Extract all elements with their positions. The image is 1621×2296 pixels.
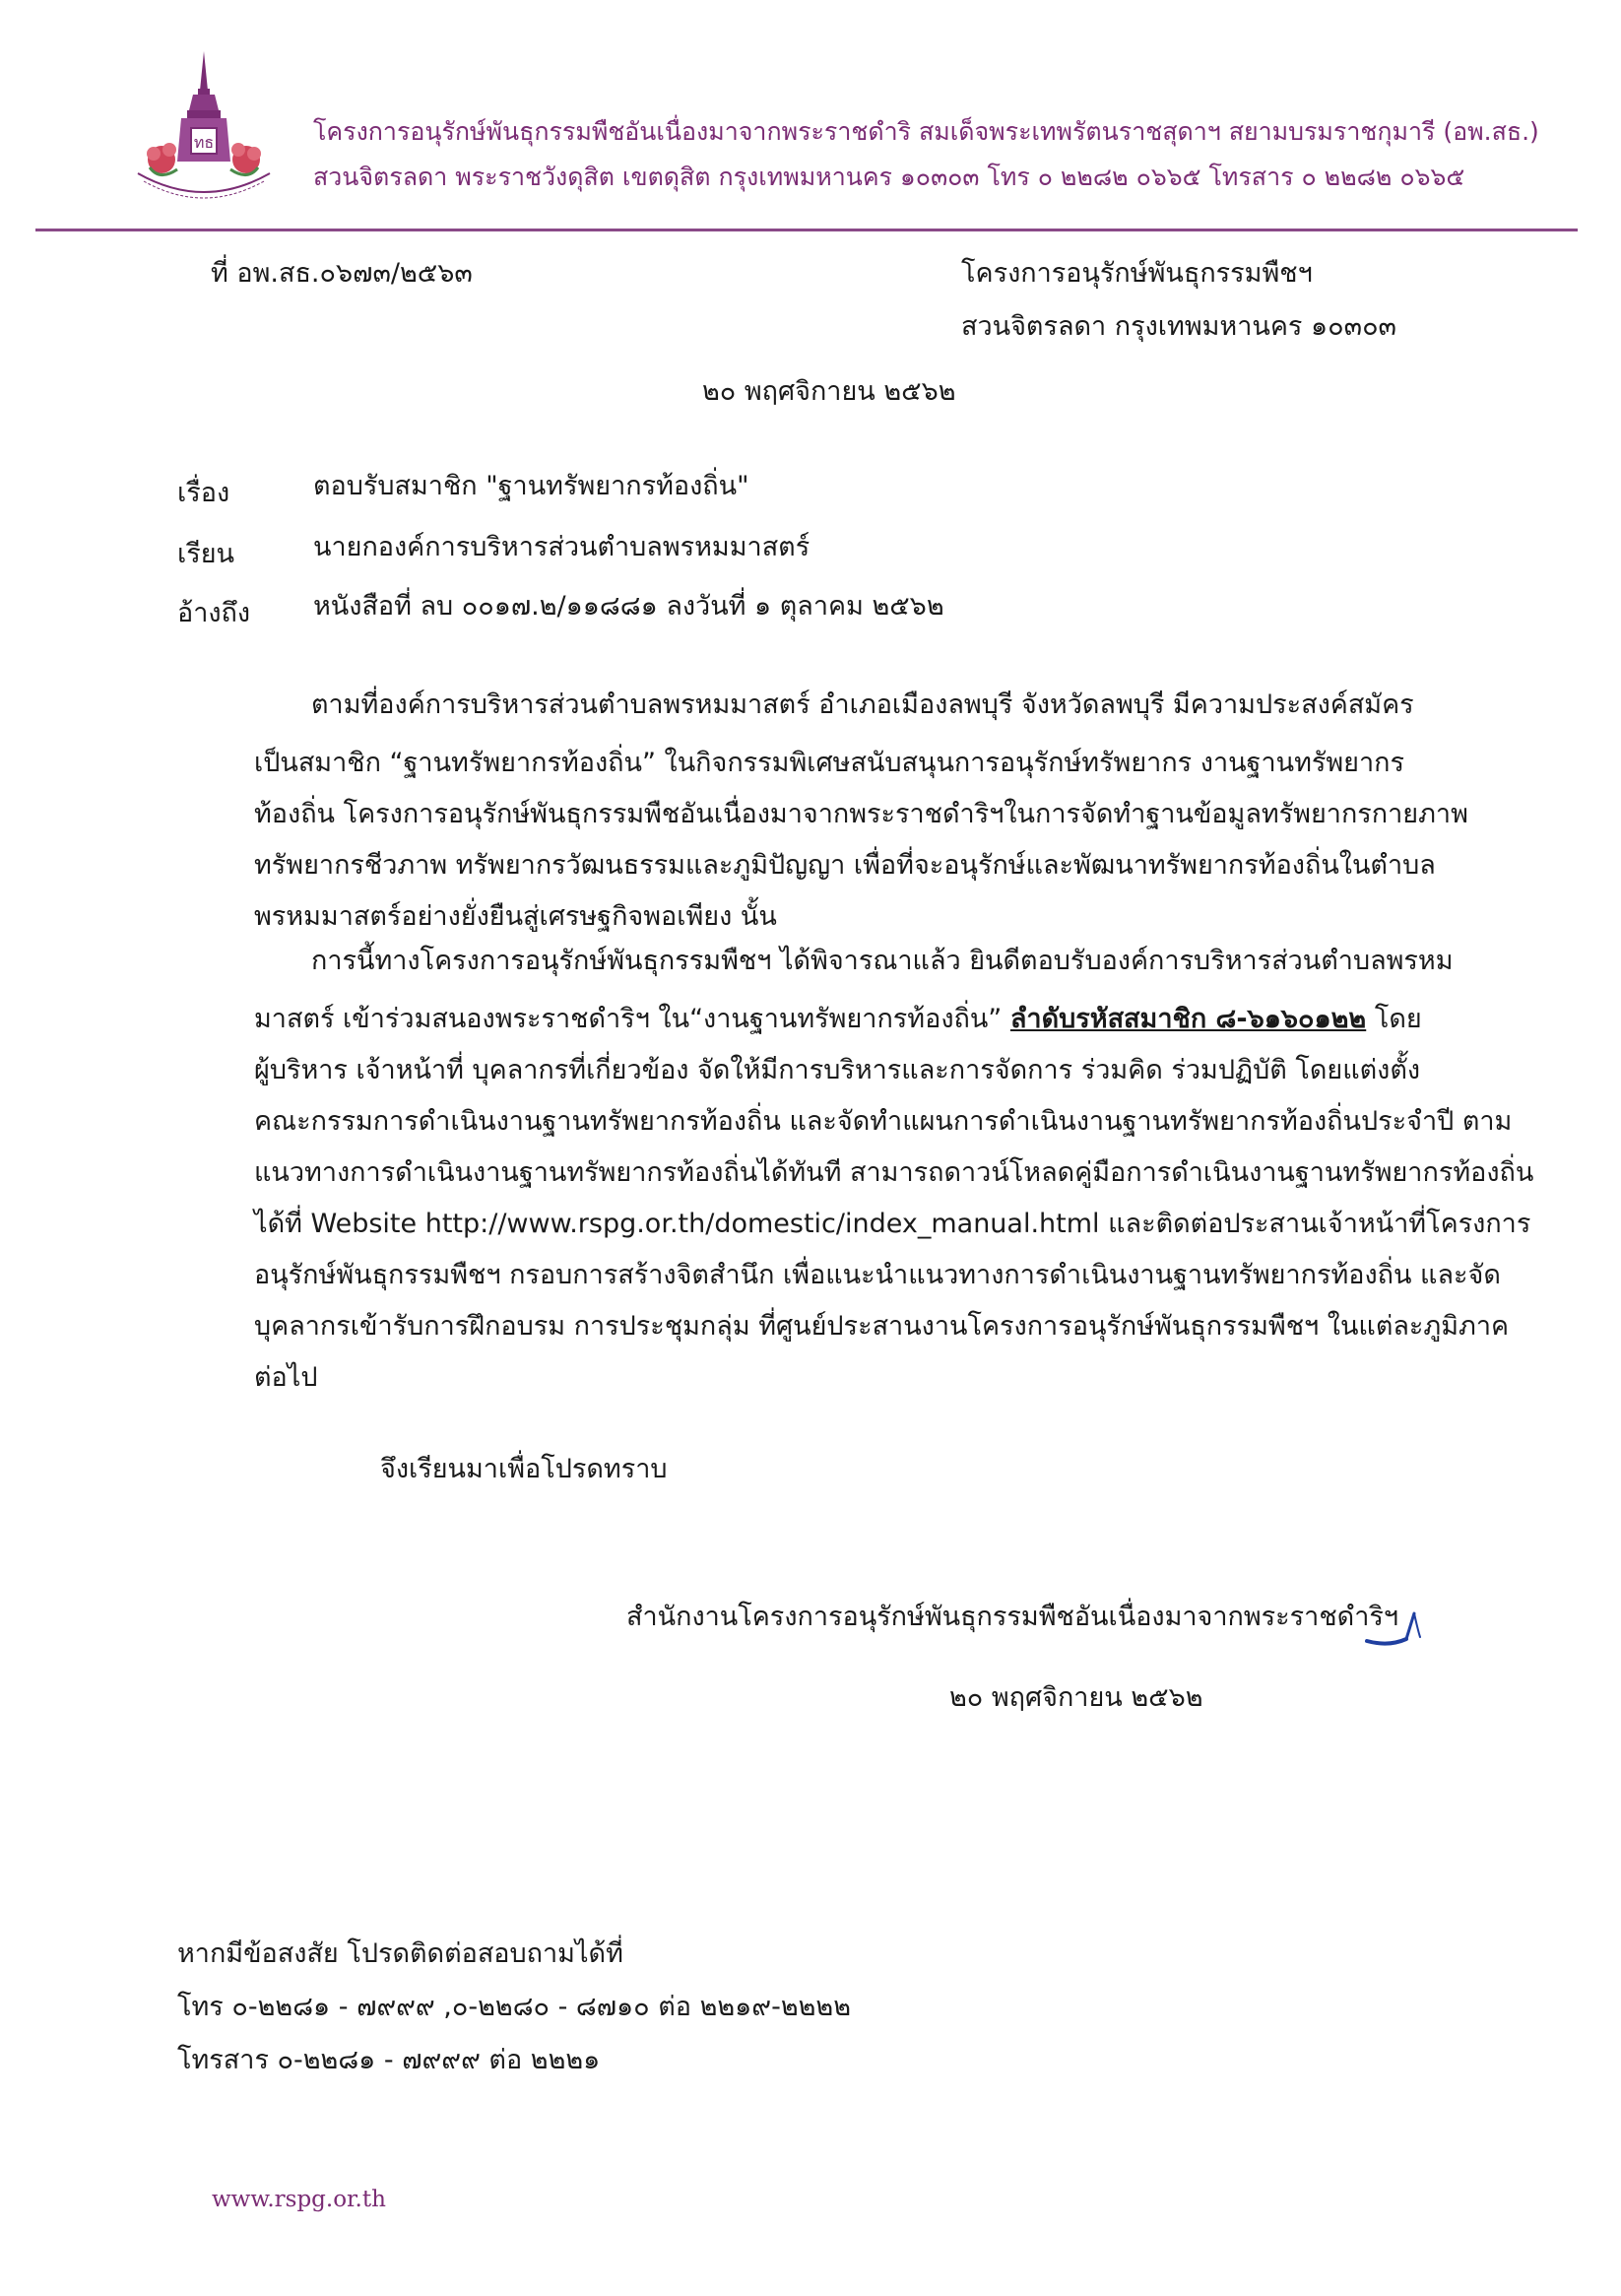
rspg-crown-emblem-icon — [130, 51, 278, 199]
contact-intro: หากมีข้อสงสัย โปรดติดต่อสอบถามได้ที่ — [177, 1938, 623, 1969]
paragraph2-line: ผู้บริหาร เจ้าหน้าที่ บุคลากรที่เกี่ยวข้อง จัดให้มีการบริหารและการจัดการ ร่วมคิด ร่วมปฏิบัติ โดยแต่งตั้ง — [254, 1055, 1421, 1085]
signatory-date: ๒๐ พฤศจิกายน ๒๕๖๒ — [949, 1682, 1203, 1713]
header-divider — [35, 229, 1578, 231]
paragraph1-line: ตามที่องค์การบริหารส่วนตำบลพรหมมาสตร์ อำเภอเมืองลพบุรี จังหวัดลพบุรี มีความประสงค์สมัคร — [311, 689, 1414, 720]
paragraph2-line-website: ได้ที่ Website http://www.rspg.or.th/domestic/index_manual.html และติดต่อประสานเจ้าหน้าที่โครงการ — [254, 1209, 1531, 1239]
paragraph1-line: ทรัพยากรชีวภาพ ทรัพยากรวัฒนธรรมและภูมิปัญญา เพื่อที่จะอนุรักษ์และพัฒนาทรัพยากรท้องถิ่นในตำบล — [254, 850, 1436, 881]
paragraph2-line: แนวทางการดำเนินงานฐานทรัพยากรท้องถิ่นได้ทันที สามารถดาวน์โหลดคู่มือการดำเนินงานฐานทรัพยากรท้องถิ่น — [254, 1157, 1534, 1188]
document-number: ที่ อพ.สธ.๐๖๗๓/๒๕๖๓ — [211, 258, 473, 289]
letterhead-title: โครงการอนุรักษ์พันธุกรรมพืชอันเนื่องมาจากพระราชดำริ สมเด็จพระเทพรัตนราชสุดาฯ สยามบรมราชกุมารี (อพ.สธ.) — [313, 117, 1539, 146]
paragraph2-line: ต่อไป — [254, 1362, 318, 1393]
closing-text: จึงเรียนมาเพื่อโปรดทราบ — [380, 1454, 668, 1484]
svg-text:ทธ: ทธ — [193, 133, 215, 152]
recipient-label: เรียน — [177, 539, 235, 569]
paragraph2-line: อนุรักษ์พันธุกรรมพืชฯ กรอบการสร้างจิตสำนึก เพื่อแนะนำแนวทางการดำเนินงานฐานทรัพยากรท้องถิ่น และจัด — [254, 1260, 1501, 1290]
letter-date: ๒๐ พฤศจิกายน ๒๕๖๒ — [702, 376, 956, 407]
subject-text: ตอบรับสมาชิก "ฐานทรัพยากรท้องถิ่น" — [313, 471, 749, 501]
handwritten-signature — [1359, 1602, 1438, 1651]
paragraph2-text: มาสตร์ เข้าร่วมสนองพระราชดำริฯ ใน“งานฐานทรัพยากรท้องถิ่น” — [254, 1004, 1010, 1034]
reference-text: หนังสือที่ ลบ ๐๐๑๗.๒/๑๑๘๘๑ ลงวันที่ ๑ ตุลาคม ๒๕๖๒ — [313, 591, 944, 622]
sender-address-line2: สวนจิตรลดา กรุงเทพมหานคร ๑๐๓๐๓ — [961, 311, 1397, 342]
paragraph2-line-with-member-code — [254, 997, 1422, 1039]
paragraph2-line: คณะกรรมการดำเนินงานฐานทรัพยากรท้องถิ่น และจัดทำแผนการดำเนินงานฐานทรัพยากรท้องถิ่นประจำปี ตาม — [254, 1106, 1513, 1137]
contact-fax: โทรสาร ๐-๒๒๘๑ - ๗๙๙๙ ต่อ ๒๒๒๑ — [177, 2045, 601, 2075]
paragraph1-line: พรหมมาสตร์อย่างยั่งยืนสู่เศรษฐกิจพอเพียง นั้น — [254, 901, 777, 932]
reference-label: อ้างถึง — [177, 598, 251, 628]
recipient-text: นายกองค์การบริหารส่วนตำบลพรหมมาสตร์ — [313, 532, 810, 562]
contact-phone: โทร ๐-๒๒๘๑ - ๗๙๙๙ ,๐-๒๒๘๐ - ๘๗๑๐ ต่อ ๒๒๑๙-๒๒๒๒ — [177, 1992, 852, 2022]
sender-address-line1: โครงการอนุรักษ์พันธุกรรมพืชฯ — [961, 258, 1313, 289]
paragraph2-line: บุคลากรเข้ารับการฝึกอบรม การประชุมกลุ่ม ที่ศูนย์ประสานงานโครงการอนุรักษ์พันธุกรรมพืชฯ ในแต่ละภูมิภาค — [254, 1311, 1510, 1342]
paragraph2-text: โดย — [1366, 1004, 1422, 1034]
member-code: ลำดับรหัสสมาชิก ๘-๖๑๖๐๑๒๒ — [1009, 1004, 1367, 1034]
letterhead-address: สวนจิตรลดา พระราชวังดุสิต เขตดุสิต กรุงเทพมหานคร ๑๐๓๐๓ โทร ๐ ๒๒๘๒ ๐๖๖๕ โทรสาร ๐ ๒๒๘๒ ๐๖๖๕ — [313, 163, 1465, 191]
signatory-office: สำนักงานโครงการอนุรักษ์พันธุกรรมพืชอันเนื่องมาจากพระราชดำริฯ — [626, 1602, 1399, 1632]
paragraph1-line: เป็นสมาชิก “ฐานทรัพยากรท้องถิ่น” ในกิจกรรมพิเศษสนับสนุนการอนุรักษ์ทรัพยากร งานฐานทรัพยากร — [254, 748, 1405, 778]
website-footer: www.rspg.or.th — [212, 2187, 386, 2212]
paragraph1-line: ท้องถิ่น โครงการอนุรักษ์พันธุกรรมพืชอันเนื่องมาจากพระราชดำริฯในการจัดทำฐานข้อมูลทรัพยากรกายภาพ — [254, 799, 1468, 829]
paragraph2-line: การนี้ทางโครงการอนุรักษ์พันธุกรรมพืชฯ ได้พิจารณาแล้ว ยินดีตอบรับองค์การบริหารส่วนตำบลพรหม — [311, 946, 1454, 976]
subject-label: เรื่อง — [177, 478, 230, 508]
